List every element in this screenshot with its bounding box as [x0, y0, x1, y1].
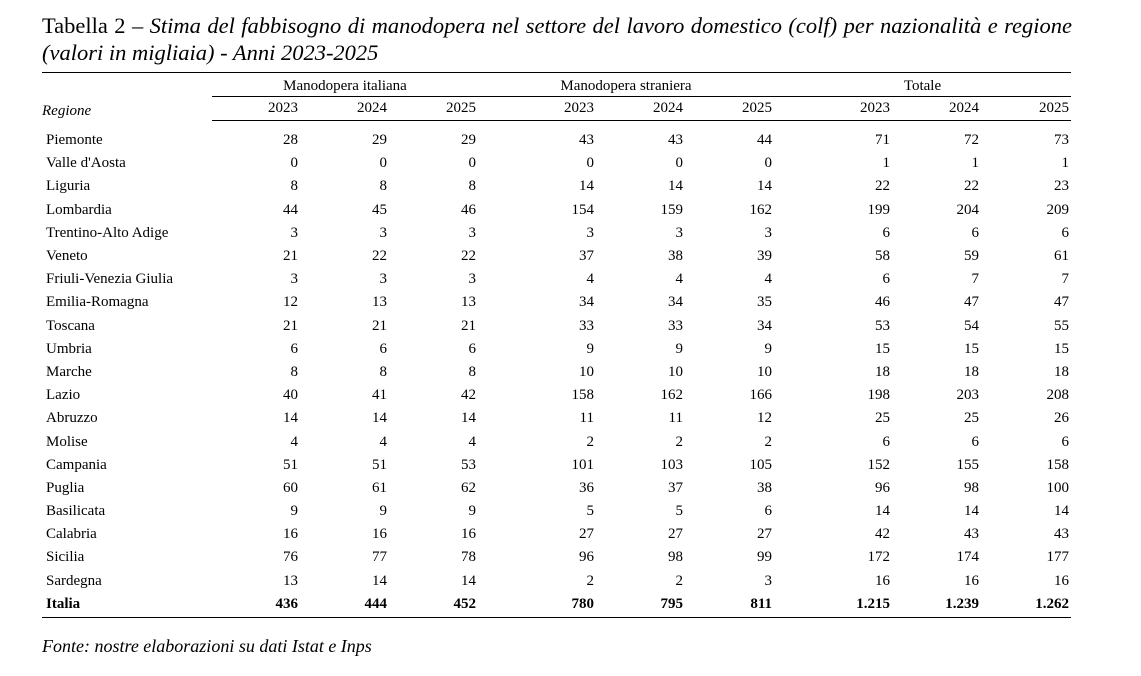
value-cell: 8	[379, 178, 387, 195]
value-cell: 38	[757, 479, 772, 496]
value-cell: 0	[468, 155, 476, 172]
value-cell: 98	[668, 549, 683, 566]
value-cell: 9	[586, 340, 594, 357]
value-cell: 38	[668, 248, 683, 265]
value-cell: 14	[461, 410, 476, 427]
value-cell: 34	[757, 317, 772, 334]
value-cell: 16	[372, 526, 387, 543]
value-cell: 9	[675, 340, 683, 357]
value-cell: 46	[461, 201, 476, 218]
value-cell: 5	[675, 503, 683, 520]
value-cell: 29	[372, 132, 387, 149]
value-cell: 8	[468, 363, 476, 380]
table-row	[42, 199, 1071, 222]
year-header: 2025	[981, 97, 1071, 121]
value-cell: 8	[468, 178, 476, 195]
value-cell: 16	[964, 572, 979, 589]
value-cell: 4	[586, 271, 594, 288]
value-cell: 60	[283, 479, 298, 496]
value-cell: 42	[875, 526, 890, 543]
value-cell: 78	[461, 549, 476, 566]
value-cell: 28	[283, 132, 298, 149]
value-cell: 3	[764, 224, 772, 241]
value-cell: 51	[283, 456, 298, 473]
value-cell: 811	[685, 593, 774, 618]
value-cell: 21	[372, 317, 387, 334]
value-cell: 154	[571, 201, 594, 218]
group-header-total: Totale	[774, 73, 1071, 97]
value-cell: 198	[867, 387, 890, 404]
value-cell: 36	[579, 479, 594, 496]
value-cell: 25	[875, 410, 890, 427]
value-cell: 199	[867, 201, 890, 218]
region-name: Italia	[42, 593, 212, 618]
value-cell: 44	[757, 132, 772, 149]
year-header: 2023	[774, 97, 892, 121]
value-cell: 16	[875, 572, 890, 589]
value-cell: 166	[749, 387, 772, 404]
value-cell: 47	[964, 294, 979, 311]
value-cell: 22	[875, 178, 890, 195]
value-cell: 158	[571, 387, 594, 404]
value-cell: 22	[964, 178, 979, 195]
table-row	[42, 523, 1071, 546]
region-name: Lazio	[46, 387, 81, 404]
region-name: Sicilia	[46, 549, 85, 566]
value-cell: 103	[660, 456, 683, 473]
value-cell: 2	[675, 572, 683, 589]
value-cell: 3	[468, 224, 476, 241]
value-cell: 5	[586, 503, 594, 520]
value-cell: 12	[757, 410, 772, 427]
value-cell: 16	[1054, 572, 1069, 589]
value-cell: 47	[1054, 294, 1069, 311]
value-cell: 62	[461, 479, 476, 496]
value-cell: 54	[964, 317, 979, 334]
value-cell: 6	[971, 433, 979, 450]
value-cell: 14	[964, 503, 979, 520]
table-row	[42, 407, 1071, 430]
value-cell: 4	[675, 271, 683, 288]
region-name: Molise	[46, 433, 88, 450]
value-cell: 18	[1054, 363, 1069, 380]
value-cell: 795	[596, 593, 685, 618]
value-cell: 21	[461, 317, 476, 334]
group-header-italian: Manodopera italiana	[212, 73, 478, 97]
value-cell: 96	[875, 479, 890, 496]
value-cell: 1.262	[981, 593, 1071, 618]
year-header: 2023	[478, 97, 596, 121]
value-cell: 101	[571, 456, 594, 473]
value-cell: 0	[586, 155, 594, 172]
region-name: Calabria	[46, 526, 97, 543]
value-cell: 18	[964, 363, 979, 380]
value-cell: 9	[379, 503, 387, 520]
value-cell: 14	[668, 178, 683, 195]
value-cell: 27	[668, 526, 683, 543]
year-header: 2025	[389, 97, 478, 121]
value-cell: 105	[749, 456, 772, 473]
region-name: Sardegna	[46, 572, 102, 589]
value-cell: 43	[1054, 526, 1069, 543]
region-name: Marche	[46, 363, 92, 380]
value-cell: 43	[579, 132, 594, 149]
value-cell: 2	[764, 433, 772, 450]
value-cell: 3	[379, 224, 387, 241]
value-cell: 99	[757, 549, 772, 566]
table-caption: Stima del fabbisogno di manodopera nel settore del lavoro domestico (colf) per nazionalità e regione (valori in migliaia) - Anni 2023-2025	[42, 13, 1072, 65]
value-cell: 33	[579, 317, 594, 334]
table-row	[42, 454, 1071, 477]
value-cell: 0	[290, 155, 298, 172]
total-row	[42, 593, 1071, 618]
value-cell: 7	[1061, 271, 1069, 288]
value-cell: 15	[1054, 340, 1069, 357]
value-cell: 35	[757, 294, 772, 311]
value-cell: 3	[290, 224, 298, 241]
value-cell: 10	[579, 363, 594, 380]
value-cell: 2	[675, 433, 683, 450]
value-cell: 14	[372, 572, 387, 589]
value-cell: 6	[764, 503, 772, 520]
value-cell: 14	[372, 410, 387, 427]
region-name: Abruzzo	[46, 410, 98, 427]
value-cell: 6	[971, 224, 979, 241]
value-cell: 16	[283, 526, 298, 543]
value-cell: 1.215	[774, 593, 892, 618]
value-cell: 4	[290, 433, 298, 450]
value-cell: 3	[675, 224, 683, 241]
value-cell: 3	[379, 271, 387, 288]
table-row	[42, 291, 1071, 314]
value-cell: 29	[461, 132, 476, 149]
year-header: 2024	[596, 97, 685, 121]
value-cell: 51	[372, 456, 387, 473]
value-cell: 6	[882, 433, 890, 450]
value-cell: 22	[372, 248, 387, 265]
value-cell: 780	[478, 593, 596, 618]
region-name: Veneto	[46, 248, 88, 265]
table-row	[42, 129, 1071, 152]
value-cell: 34	[579, 294, 594, 311]
value-cell: 41	[372, 387, 387, 404]
value-cell: 72	[964, 132, 979, 149]
value-cell: 46	[875, 294, 890, 311]
value-cell: 6	[1061, 224, 1069, 241]
year-header: 2024	[300, 97, 389, 121]
value-cell: 3	[586, 224, 594, 241]
value-cell: 25	[964, 410, 979, 427]
value-cell: 26	[1054, 410, 1069, 427]
value-cell: 40	[283, 387, 298, 404]
value-cell: 8	[379, 363, 387, 380]
region-name: Valle d'Aosta	[46, 155, 126, 172]
value-cell: 2	[586, 433, 594, 450]
value-cell: 2	[586, 572, 594, 589]
table-row	[42, 338, 1071, 361]
value-cell: 4	[379, 433, 387, 450]
value-cell: 204	[956, 201, 979, 218]
table-row	[42, 268, 1071, 291]
value-cell: 39	[757, 248, 772, 265]
year-header: 2024	[892, 97, 981, 121]
value-cell: 0	[379, 155, 387, 172]
value-cell: 16	[461, 526, 476, 543]
value-cell: 6	[379, 340, 387, 357]
value-cell: 0	[764, 155, 772, 172]
table-row	[42, 546, 1071, 569]
value-cell: 13	[372, 294, 387, 311]
value-cell: 3	[764, 572, 772, 589]
value-cell: 21	[283, 317, 298, 334]
value-cell: 3	[290, 271, 298, 288]
value-cell: 4	[764, 271, 772, 288]
value-cell: 12	[283, 294, 298, 311]
region-name: Trentino-Alto Adige	[46, 224, 169, 241]
value-cell: 6	[1061, 433, 1069, 450]
value-cell: 15	[875, 340, 890, 357]
value-cell: 177	[1046, 549, 1069, 566]
region-name: Piemonte	[46, 132, 103, 149]
value-cell: 203	[956, 387, 979, 404]
value-cell: 37	[579, 248, 594, 265]
value-cell: 27	[579, 526, 594, 543]
value-cell: 22	[461, 248, 476, 265]
year-header: 2023	[212, 97, 300, 121]
value-cell: 96	[579, 549, 594, 566]
region-name: Emilia-Romagna	[46, 294, 149, 311]
value-cell: 1.239	[892, 593, 981, 618]
value-cell: 73	[1054, 132, 1069, 149]
table-row	[42, 570, 1071, 593]
value-cell: 61	[372, 479, 387, 496]
group-header-foreign: Manodopera straniera	[478, 73, 774, 97]
value-cell: 45	[372, 201, 387, 218]
value-cell: 436	[212, 593, 300, 618]
table-row	[42, 175, 1071, 198]
value-cell: 14	[757, 178, 772, 195]
value-cell: 13	[461, 294, 476, 311]
table-row	[42, 152, 1071, 175]
value-cell: 174	[956, 549, 979, 566]
value-cell: 14	[875, 503, 890, 520]
value-cell: 452	[389, 593, 478, 618]
value-cell: 4	[468, 433, 476, 450]
region-name: Puglia	[46, 479, 85, 496]
value-cell: 18	[875, 363, 890, 380]
value-cell: 9	[290, 503, 298, 520]
value-cell: 76	[283, 549, 298, 566]
value-cell: 162	[660, 387, 683, 404]
value-cell: 55	[1054, 317, 1069, 334]
value-cell: 209	[1046, 201, 1069, 218]
region-name: Lombardia	[46, 201, 112, 218]
table-row	[42, 222, 1071, 245]
value-cell: 6	[882, 271, 890, 288]
value-cell: 8	[290, 178, 298, 195]
value-cell: 61	[1054, 248, 1069, 265]
table-row	[42, 361, 1071, 384]
value-cell: 14	[579, 178, 594, 195]
region-name: Umbria	[46, 340, 92, 357]
value-cell: 0	[675, 155, 683, 172]
table-row	[42, 430, 1071, 453]
value-cell: 162	[749, 201, 772, 218]
value-cell: 98	[964, 479, 979, 496]
data-table	[42, 72, 1071, 618]
source-note: Fonte: nostre elaborazioni su dati Istat e Inps	[42, 636, 372, 656]
value-cell: 13	[283, 572, 298, 589]
value-cell: 1	[1061, 155, 1069, 172]
table-number: Tabella 2 –	[42, 13, 150, 38]
table-row	[42, 315, 1071, 338]
value-cell: 23	[1054, 178, 1069, 195]
value-cell: 14	[1054, 503, 1069, 520]
table-title	[42, 12, 1072, 66]
value-cell: 58	[875, 248, 890, 265]
region-name: Toscana	[46, 317, 95, 334]
value-cell: 159	[660, 201, 683, 218]
region-name: Basilicata	[46, 503, 106, 520]
value-cell: 44	[283, 201, 298, 218]
value-cell: 1	[971, 155, 979, 172]
value-cell: 71	[875, 132, 890, 149]
value-cell: 14	[283, 410, 298, 427]
table-row	[42, 384, 1071, 407]
value-cell: 11	[579, 410, 594, 427]
value-cell: 43	[964, 526, 979, 543]
value-cell: 6	[290, 340, 298, 357]
value-cell: 21	[283, 248, 298, 265]
value-cell: 77	[372, 549, 387, 566]
value-cell: 158	[1046, 456, 1069, 473]
region-name: Liguria	[46, 178, 91, 195]
value-cell: 37	[668, 479, 683, 496]
value-cell: 155	[956, 456, 979, 473]
value-cell: 172	[867, 549, 890, 566]
value-cell: 152	[867, 456, 890, 473]
value-cell: 33	[668, 317, 683, 334]
table-row	[42, 477, 1071, 500]
value-cell: 42	[461, 387, 476, 404]
value-cell: 14	[461, 572, 476, 589]
value-cell: 100	[1046, 479, 1069, 496]
value-cell: 34	[668, 294, 683, 311]
value-cell: 11	[668, 410, 683, 427]
value-cell: 444	[300, 593, 389, 618]
value-cell: 15	[964, 340, 979, 357]
value-cell: 9	[468, 503, 476, 520]
value-cell: 27	[757, 526, 772, 543]
region-name: Campania	[46, 456, 107, 473]
region-name: Friuli-Venezia Giulia	[46, 271, 174, 288]
value-cell: 53	[461, 456, 476, 473]
value-cell: 53	[875, 317, 890, 334]
value-cell: 6	[468, 340, 476, 357]
value-cell: 6	[882, 224, 890, 241]
value-cell: 10	[668, 363, 683, 380]
year-header: 2025	[685, 97, 774, 121]
value-cell: 3	[468, 271, 476, 288]
table-row	[42, 245, 1071, 268]
value-cell: 10	[757, 363, 772, 380]
value-cell: 9	[764, 340, 772, 357]
value-cell: 59	[964, 248, 979, 265]
value-cell: 1	[882, 155, 890, 172]
value-cell: 8	[290, 363, 298, 380]
value-cell: 7	[971, 271, 979, 288]
value-cell: 43	[668, 132, 683, 149]
value-cell: 208	[1046, 387, 1069, 404]
region-column-header: Regione	[42, 73, 212, 121]
table-row	[42, 500, 1071, 523]
